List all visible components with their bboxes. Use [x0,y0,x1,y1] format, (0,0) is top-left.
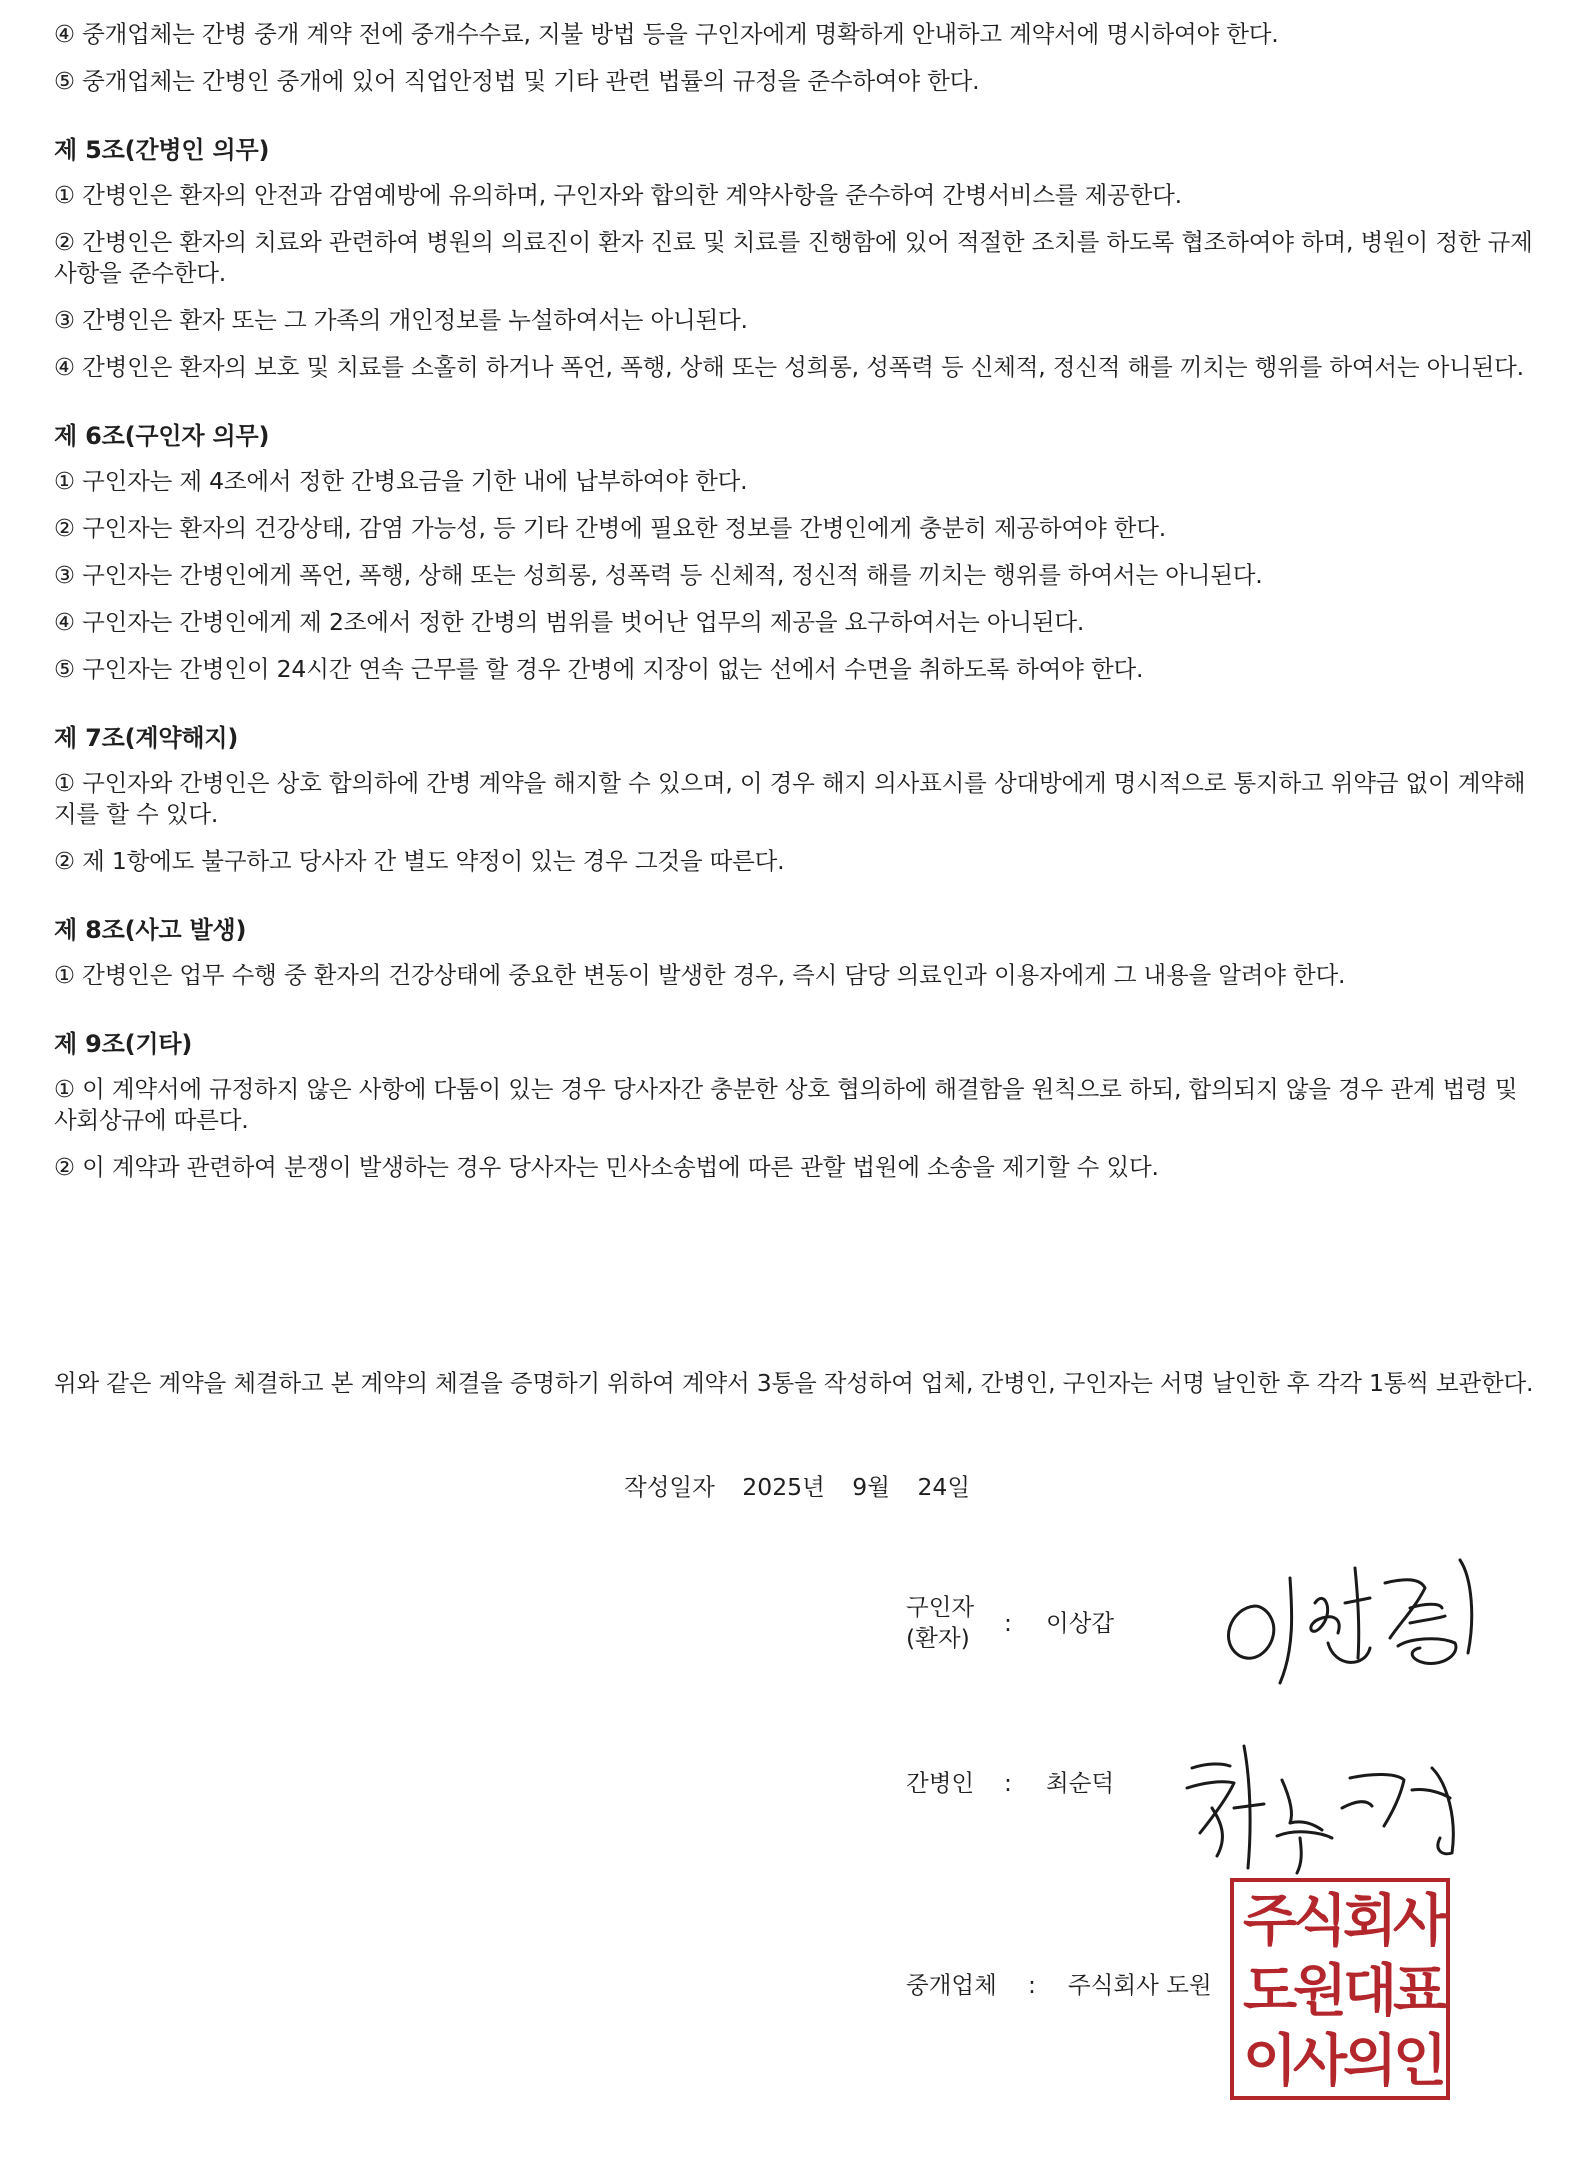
article-item: ② 제 1항에도 불구하고 당사자 간 별도 약정이 있는 경우 그것을 따른다. [54,847,785,875]
svg-text:의: 의 [1342,2029,1398,2094]
signature-client [1210,1548,1490,1698]
article-title: 제 5조(간병인 의무) [54,136,270,164]
article-item: ④ 간병인은 환자의 보호 및 치료를 소홀히 하거나 폭언, 폭행, 상해 또는 성희롱, 성폭력 등 신체적, 정신적 해를 끼치는 행위를 하여서는 아니된다. [54,353,1524,381]
article-item: ② 이 계약과 관련하여 분쟁이 발생하는 경우 당사자는 민사소송법에 따른 관할 법원에 소송을 제기할 수 있다. [54,1153,1159,1181]
signer-label-agency [906,1970,997,2001]
intro-line: ⑤ 중개업체는 간병인 중개에 있어 직업안정법 및 기타 관련 법률의 규정을 준수하여야 한다. [54,67,980,95]
svg-text:회: 회 [1342,1889,1398,1954]
signer-colon: : [1004,1769,1012,1797]
company-seal-stamp [1230,1878,1450,2100]
article-title: 제 9조(기타) [54,1030,193,1058]
date-label: 작성일자 [624,1473,715,1501]
signer-label-line: 중개업체 [906,1971,997,1999]
article-item: ① 구인자는 제 4조에서 정한 간병요금을 기한 내에 납부하여야 한다. [54,467,748,495]
signer-label-line: 구인자 [906,1593,975,1621]
article-title: 제 6조(구인자 의무) [54,422,270,450]
article-item: ② 간병인은 환자의 치료와 관련하여 병원의 의료진이 환자 진료 및 치료를 진행함에 있어 적절한 조치를 하도록 협조하여야 하며, 병원이 정한 규제사항을 준수한다. [54,228,1533,287]
article-item: ③ 구인자는 간병인에게 폭언, 폭행, 상해 또는 성희롱, 성폭력 등 신체적, 정신적 해를 끼치는 행위를 하여서는 아니된다. [54,561,1263,589]
article-7 [54,723,1534,877]
svg-text:원: 원 [1292,1959,1348,2024]
article-6 [54,421,1534,685]
article-title: 제 7조(계약해지) [54,724,239,752]
svg-text:주: 주 [1242,1889,1298,1954]
article-5 [54,135,1534,383]
article-item: ④ 구인자는 간병인에게 제 2조에서 정한 간병의 범위를 벗어난 업무의 제공을 요구하여서는 아니된다. [54,608,1085,636]
article-9 [54,1029,1534,1183]
signer-name-client: 이상갑 [1046,1609,1115,1637]
date-day: 24일 [917,1473,971,1501]
date-line [624,1472,990,1503]
article-item: ② 구인자는 환자의 건강상태, 감염 가능성, 등 기타 간병에 필요한 정보를 간병인에게 충분히 제공하여야 한다. [54,514,1166,542]
signer-label-line: (환자) [906,1624,970,1652]
signer-label-client [906,1592,974,1654]
article-item: ① 구인자와 간병인은 상호 합의하에 간병 계약을 해지할 수 있으며, 이 경우 해지 의사표시를 상대방에게 명시적으로 통지하고 위약금 없이 계약해지를 할 수 있다. [54,769,1526,828]
closing-statement: 위와 같은 계약을 체결하고 본 계약의 체결을 증명하기 위하여 계약서 3통을 작성하여 업체, 간병인, 구인자는 서명 날인한 후 각각 1통씩 보관한다. [54,1369,1534,1397]
svg-text:사: 사 [1392,1889,1448,1954]
svg-text:사: 사 [1292,2029,1348,2094]
article-item: ③ 간병인은 환자 또는 그 가족의 개인정보를 누설하여서는 아니된다. [54,306,748,334]
svg-text:도: 도 [1242,1959,1298,2024]
article-item: ⑤ 구인자는 간병인이 24시간 연속 근무를 할 경우 간병에 지장이 없는 선에서 수면을 취하도록 하여야 한다. [54,655,1144,683]
signer-label-line: 간병인 [906,1769,975,1797]
signer-name-caregiver: 최순덕 [1046,1769,1115,1797]
date-month: 9월 [852,1473,890,1501]
intro-line: ④ 중개업체는 간병 중개 계약 전에 중개수수료, 지불 방법 등을 구인자에게 명확하게 안내하고 계약서에 명시하여야 한다. [54,20,1279,48]
signer-colon: : [1028,1971,1036,1999]
article-8 [54,915,1534,991]
signature-caregiver [1172,1738,1492,1888]
svg-text:이: 이 [1242,2029,1298,2094]
svg-text:대: 대 [1342,1959,1398,2024]
intro-line [54,0,1534,3]
signer-name-agency: 주식회사 도원 [1068,1971,1212,1999]
contract-body [54,0,1534,1199]
svg-text:식: 식 [1292,1889,1348,1954]
article-title: 제 8조(사고 발생) [54,916,247,944]
signer-colon: : [1004,1609,1012,1637]
article-item: ① 간병인은 환자의 안전과 감염예방에 유의하며, 구인자와 합의한 계약사항을 준수하여 간병서비스를 제공한다. [54,181,1182,209]
intro-section [54,0,1534,97]
svg-text:인: 인 [1392,2029,1448,2094]
article-item: ① 이 계약서에 규정하지 않은 사항에 다툼이 있는 경우 당사자간 충분한 상호 협의하에 해결함을 원칙으로 하되, 합의되지 않을 경우 관계 법령 및 사회상규에 따른다. [54,1075,1518,1134]
article-item: ① 간병인은 업무 수행 중 환자의 건강상태에 중요한 변동이 발생한 경우, 즉시 담당 의료인과 이용자에게 그 내용을 알려야 한다. [54,961,1346,989]
signer-label-caregiver [906,1768,974,1799]
date-year: 2025년 [742,1473,825,1501]
svg-text:표: 표 [1392,1959,1448,2024]
